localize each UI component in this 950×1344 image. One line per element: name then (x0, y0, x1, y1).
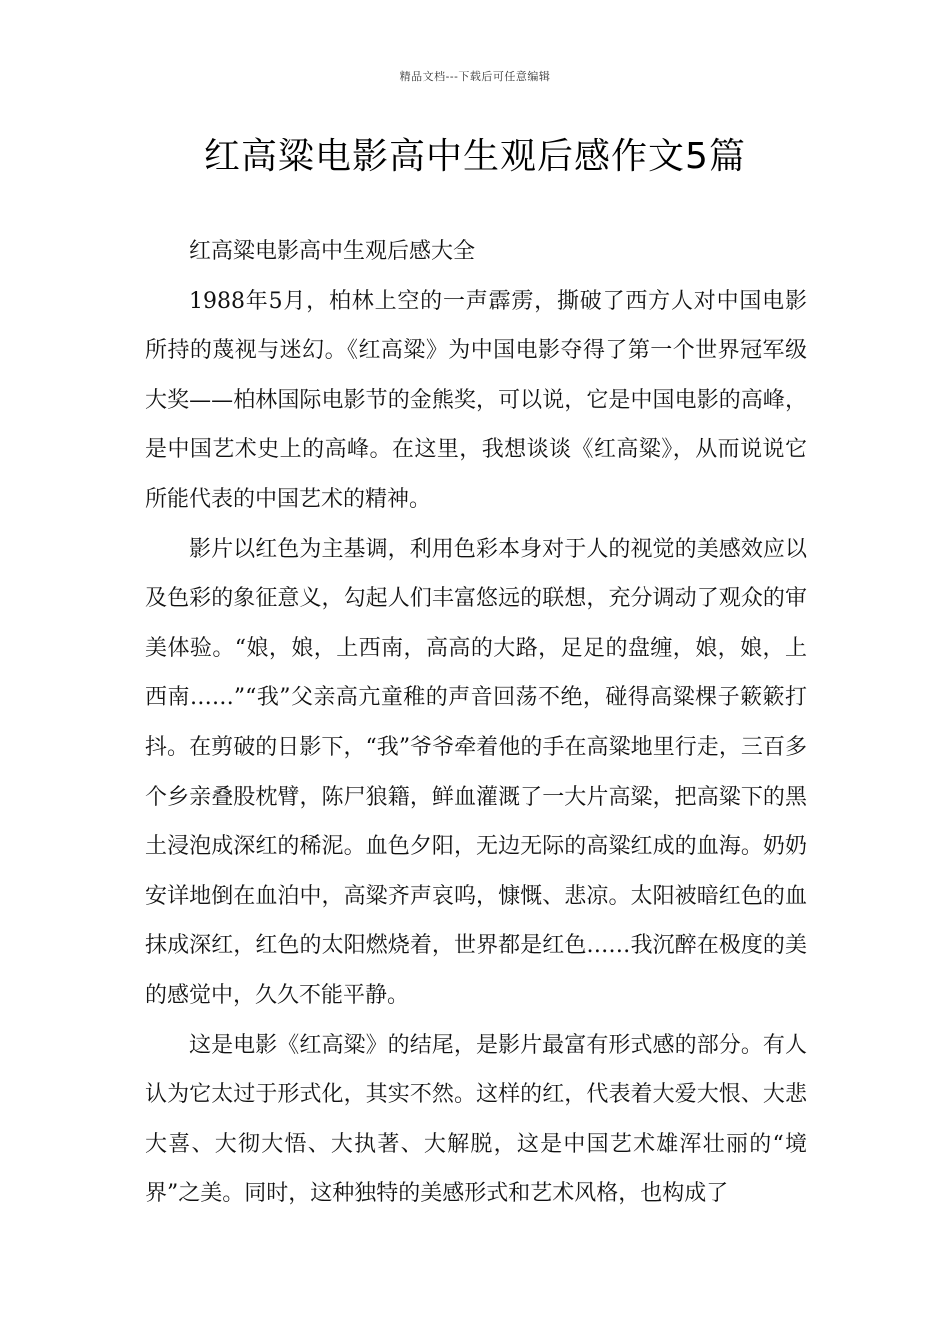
document-body (145, 227, 807, 1219)
header-note: 精品文档---下载后可任意编辑 (399, 70, 551, 83)
paragraph-subtitle: 红高粱电影高中生观后感大全 (189, 239, 476, 264)
paragraph: 这是电影《红高粱》的结尾，是影片最富有形式感的部分。有人认为它太过于形式化，其实不然。这样的红，代表着大爱大恨、大悲大喜、大彻大悟、大执著、大解脱，这是中国艺术雄浑壮丽的“境界”之美。同时，这种独特的美感形式和艺术风格，也构成了 (145, 1032, 807, 1207)
paragraph: 1988年5月，柏林上空的一声霹雳，撕破了西方人对中国电影所持的蔑视与迷幻。《红高粱》为中国电影夺得了第一个世界冠军级大奖——柏林国际电影节的金熊奖，可以说，它是中国电影的高峰，是中国艺术史上的高峰。在这里，我想谈谈《红高粱》，从而说说它所能代表的中国艺术的精神。 (145, 288, 807, 512)
paragraph: 影片以红色为主基调，利用色彩本身对于人的视觉的美感效应以及色彩的象征意义，勾起人们丰富悠远的联想，充分调动了观众的审美体验。“娘，娘，上西南，高高的大路，足足的盘缠，娘，娘，上西南……”“我”父亲高亢童稚的声音回荡不绝，碰得高粱棵子簌簌打抖。在剪破的日影下，“我”爷爷牵着他的手在高粱地里行走，三百多个乡亲叠股枕臂，陈尸狼籍，鲜血灌溉了一大片高粱，把高粱下的黑土浸泡成深红的稀泥。血色夕阳，无边无际的高粱红成的血海。奶奶安详地倒在血泊中，高粱齐声哀呜，慷慨、悲凉。太阳被暗红色的血抹成深红，红色的太阳燃烧着，世界都是红色……我沉醉在极度的美的感觉中，久久不能平静。 (145, 536, 807, 1008)
document-title: 红高粱电影高中生观后感作文5篇 (204, 136, 746, 177)
